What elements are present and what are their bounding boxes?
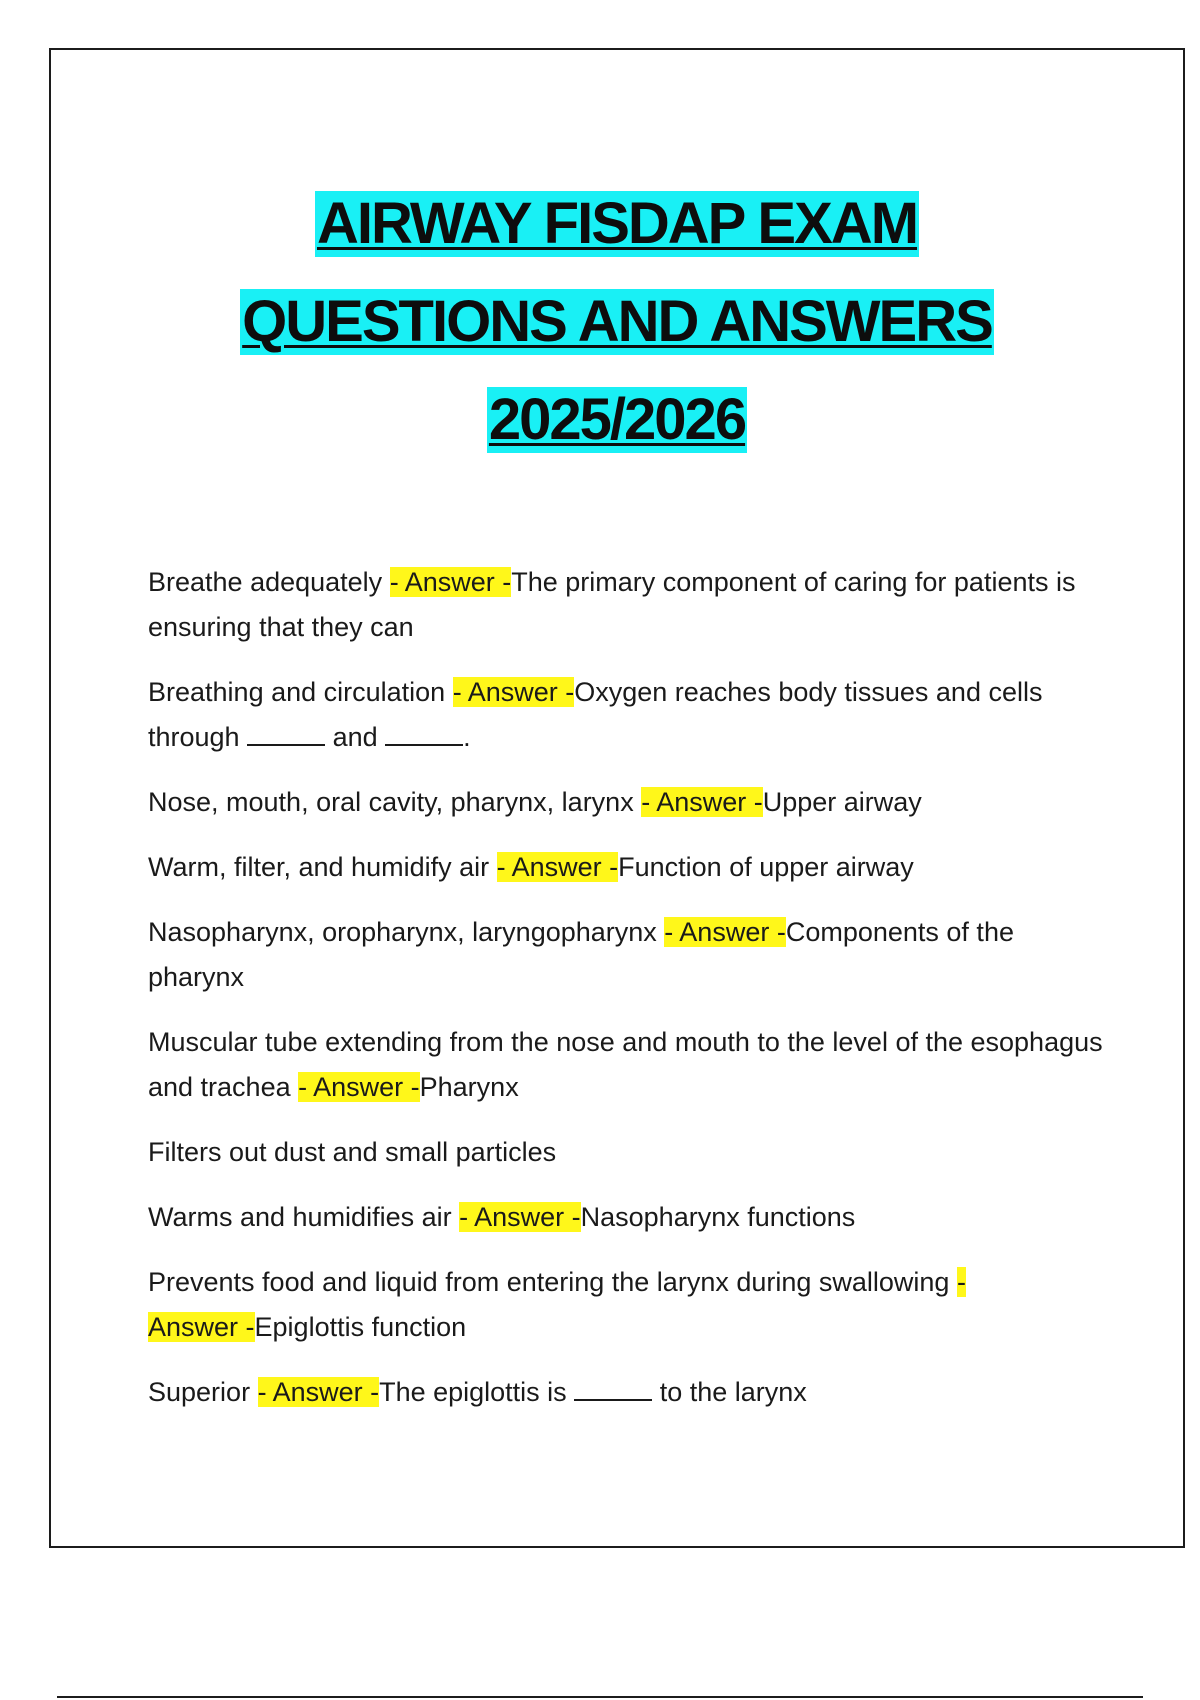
qa-answer: The epiglottis is	[379, 1377, 575, 1407]
qa-answer: to the larynx	[652, 1377, 807, 1407]
fill-in-blank	[385, 722, 463, 746]
qa-answer: Oxygen reaches body tissues and cells through	[148, 677, 1043, 752]
fill-in-blank	[247, 722, 325, 746]
qa-answer: Components of the pharynx	[148, 917, 1014, 992]
qa-term: Muscular tube extending from the nose and mouth to the level of the esophagus and trachea	[148, 1027, 1103, 1102]
qa-item	[148, 1130, 1108, 1175]
qa-item	[148, 560, 1108, 650]
qa-answer: Upper airway	[762, 787, 922, 817]
qa-answer: .	[463, 722, 471, 752]
qa-term: Nose, mouth, oral cavity, pharynx, larynx	[148, 787, 642, 817]
answer-marker: - Answer -	[389, 567, 512, 597]
qa-item	[148, 845, 1108, 890]
qa-item	[148, 1260, 1108, 1350]
qa-term: Filters out dust and small particles	[148, 1137, 557, 1167]
document-title	[51, 190, 1183, 484]
qa-answer: Epiglottis function	[254, 1312, 467, 1342]
qa-term: Warm, filter, and humidify air	[148, 852, 497, 882]
qa-item	[148, 1370, 1108, 1415]
qa-item	[148, 780, 1108, 825]
title-line-3: 2025/2026	[488, 387, 746, 452]
answer-marker: - Answer -	[459, 1202, 581, 1232]
title-line-1: AIRWAY FISDAP EXAM	[316, 191, 918, 256]
qa-term: Warms and humidifies air	[148, 1202, 460, 1232]
answer-marker: - Answer -	[298, 1072, 420, 1102]
qa-item	[148, 1195, 1108, 1240]
answer-marker: -	[956, 1267, 966, 1297]
qa-list	[148, 560, 1108, 1435]
answer-marker: - Answer -	[496, 852, 619, 882]
answer-marker: - Answer -	[664, 917, 786, 947]
qa-item	[148, 1020, 1108, 1110]
qa-answer: Nasopharynx functions	[580, 1202, 856, 1232]
answer-marker: Answer -	[148, 1312, 255, 1342]
qa-term: Breathing and circulation	[148, 677, 453, 707]
qa-term: Superior	[148, 1377, 258, 1407]
qa-term: Prevents food and liquid from entering the larynx during swallowing	[148, 1267, 957, 1297]
answer-marker: - Answer -	[641, 787, 763, 817]
qa-answer: Pharynx	[419, 1072, 519, 1102]
fill-in-blank	[574, 1377, 652, 1401]
qa-answer: Function of upper airway	[618, 852, 914, 882]
qa-item	[148, 670, 1108, 760]
page-frame	[49, 48, 1185, 1548]
answer-marker: - Answer -	[452, 677, 575, 707]
answer-marker: - Answer -	[257, 1377, 380, 1407]
bottom-rule	[57, 1696, 1143, 1698]
qa-answer: and	[325, 722, 386, 752]
qa-term: Breathe adequately	[148, 567, 390, 597]
title-line-2: QUESTIONS AND ANSWERS	[242, 289, 992, 354]
qa-answer: The primary component of caring for patients is ensuring that they can	[148, 567, 1076, 642]
qa-term: Nasopharynx, oropharynx, laryngopharynx	[148, 917, 665, 947]
qa-item	[148, 910, 1108, 1000]
